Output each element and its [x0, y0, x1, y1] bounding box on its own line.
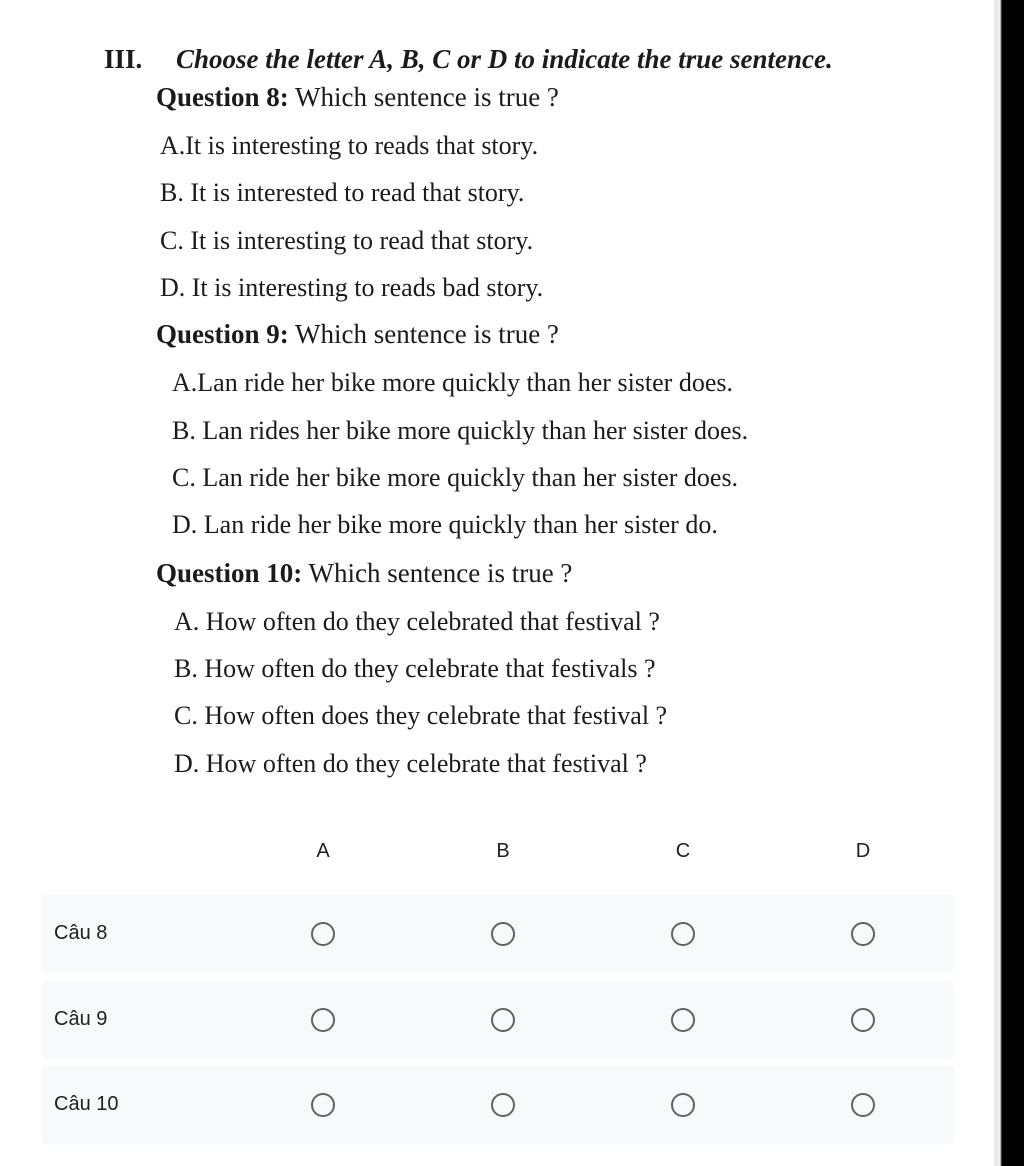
radio-cau-10-d[interactable] [851, 1093, 875, 1117]
question-9-option-b: B. Lan rides her bike more quickly than her sister does. [172, 416, 749, 445]
radio-cau-9-a[interactable] [311, 1008, 335, 1032]
section-number: III. [104, 44, 143, 74]
radio-cau-10-a[interactable] [311, 1093, 335, 1117]
radio-cau-9-b[interactable] [491, 1008, 515, 1032]
question-9-option-c: C. Lan ride her bike more quickly than her sister does. [172, 463, 739, 492]
question-8-option-b: B. It is interested to read that story. [160, 178, 525, 207]
grid-column-header-d: D [855, 840, 871, 862]
radio-cau-8-a[interactable] [311, 922, 335, 946]
radio-cau-9-c[interactable] [671, 1008, 695, 1032]
grid-column-header-b: B [496, 840, 510, 862]
radio-cau-8-b[interactable] [491, 922, 515, 946]
question-10-option-c: C. How often does they celebrate that festival ? [174, 701, 668, 730]
question-8-title: Question 8: Which sentence is true ? [156, 82, 559, 112]
question-9-title: Question 9: Which sentence is true ? [156, 319, 559, 349]
screen-edge [994, 0, 1024, 1166]
radio-cau-9-d[interactable] [851, 1008, 875, 1032]
grid-column-header-c: C [675, 840, 691, 862]
grid-row-cau-9 [42, 981, 954, 1059]
grid-row-label: Câu 10 [54, 1093, 119, 1115]
question-10-option-d: D. How often do they celebrate that festival ? [174, 749, 647, 778]
radio-cau-10-c[interactable] [671, 1093, 695, 1117]
radio-cau-8-d[interactable] [851, 922, 875, 946]
grid-column-header-a: A [316, 840, 330, 862]
question-8-option-d: D. It is interesting to reads bad story. [160, 273, 544, 302]
question-10-option-b: B. How often do they celebrate that festivals ? [174, 654, 656, 683]
question-8-option-c: C. It is interesting to read that story. [160, 226, 534, 255]
question-8-option-a: A.It is interesting to reads that story. [160, 131, 539, 160]
section-heading [104, 44, 833, 75]
section-instruction: Choose the letter A, B, C or D to indicate the true sentence. [176, 44, 833, 74]
grid-row-cau-8 [42, 895, 954, 973]
question-10-title: Question 10: Which sentence is true ? [156, 558, 573, 588]
question-10-option-a: A. How often do they celebrated that festival ? [174, 607, 660, 636]
question-9-option-d: D. Lan ride her bike more quickly than her sister do. [172, 510, 718, 539]
grid-row-label: Câu 9 [54, 1008, 108, 1030]
question-9-option-a: A.Lan ride her bike more quickly than her sister does. [172, 368, 733, 397]
radio-cau-10-b[interactable] [491, 1093, 515, 1117]
radio-cau-8-c[interactable] [671, 922, 695, 946]
grid-row-cau-10 [42, 1066, 954, 1144]
grid-row-label: Câu 8 [54, 922, 108, 944]
